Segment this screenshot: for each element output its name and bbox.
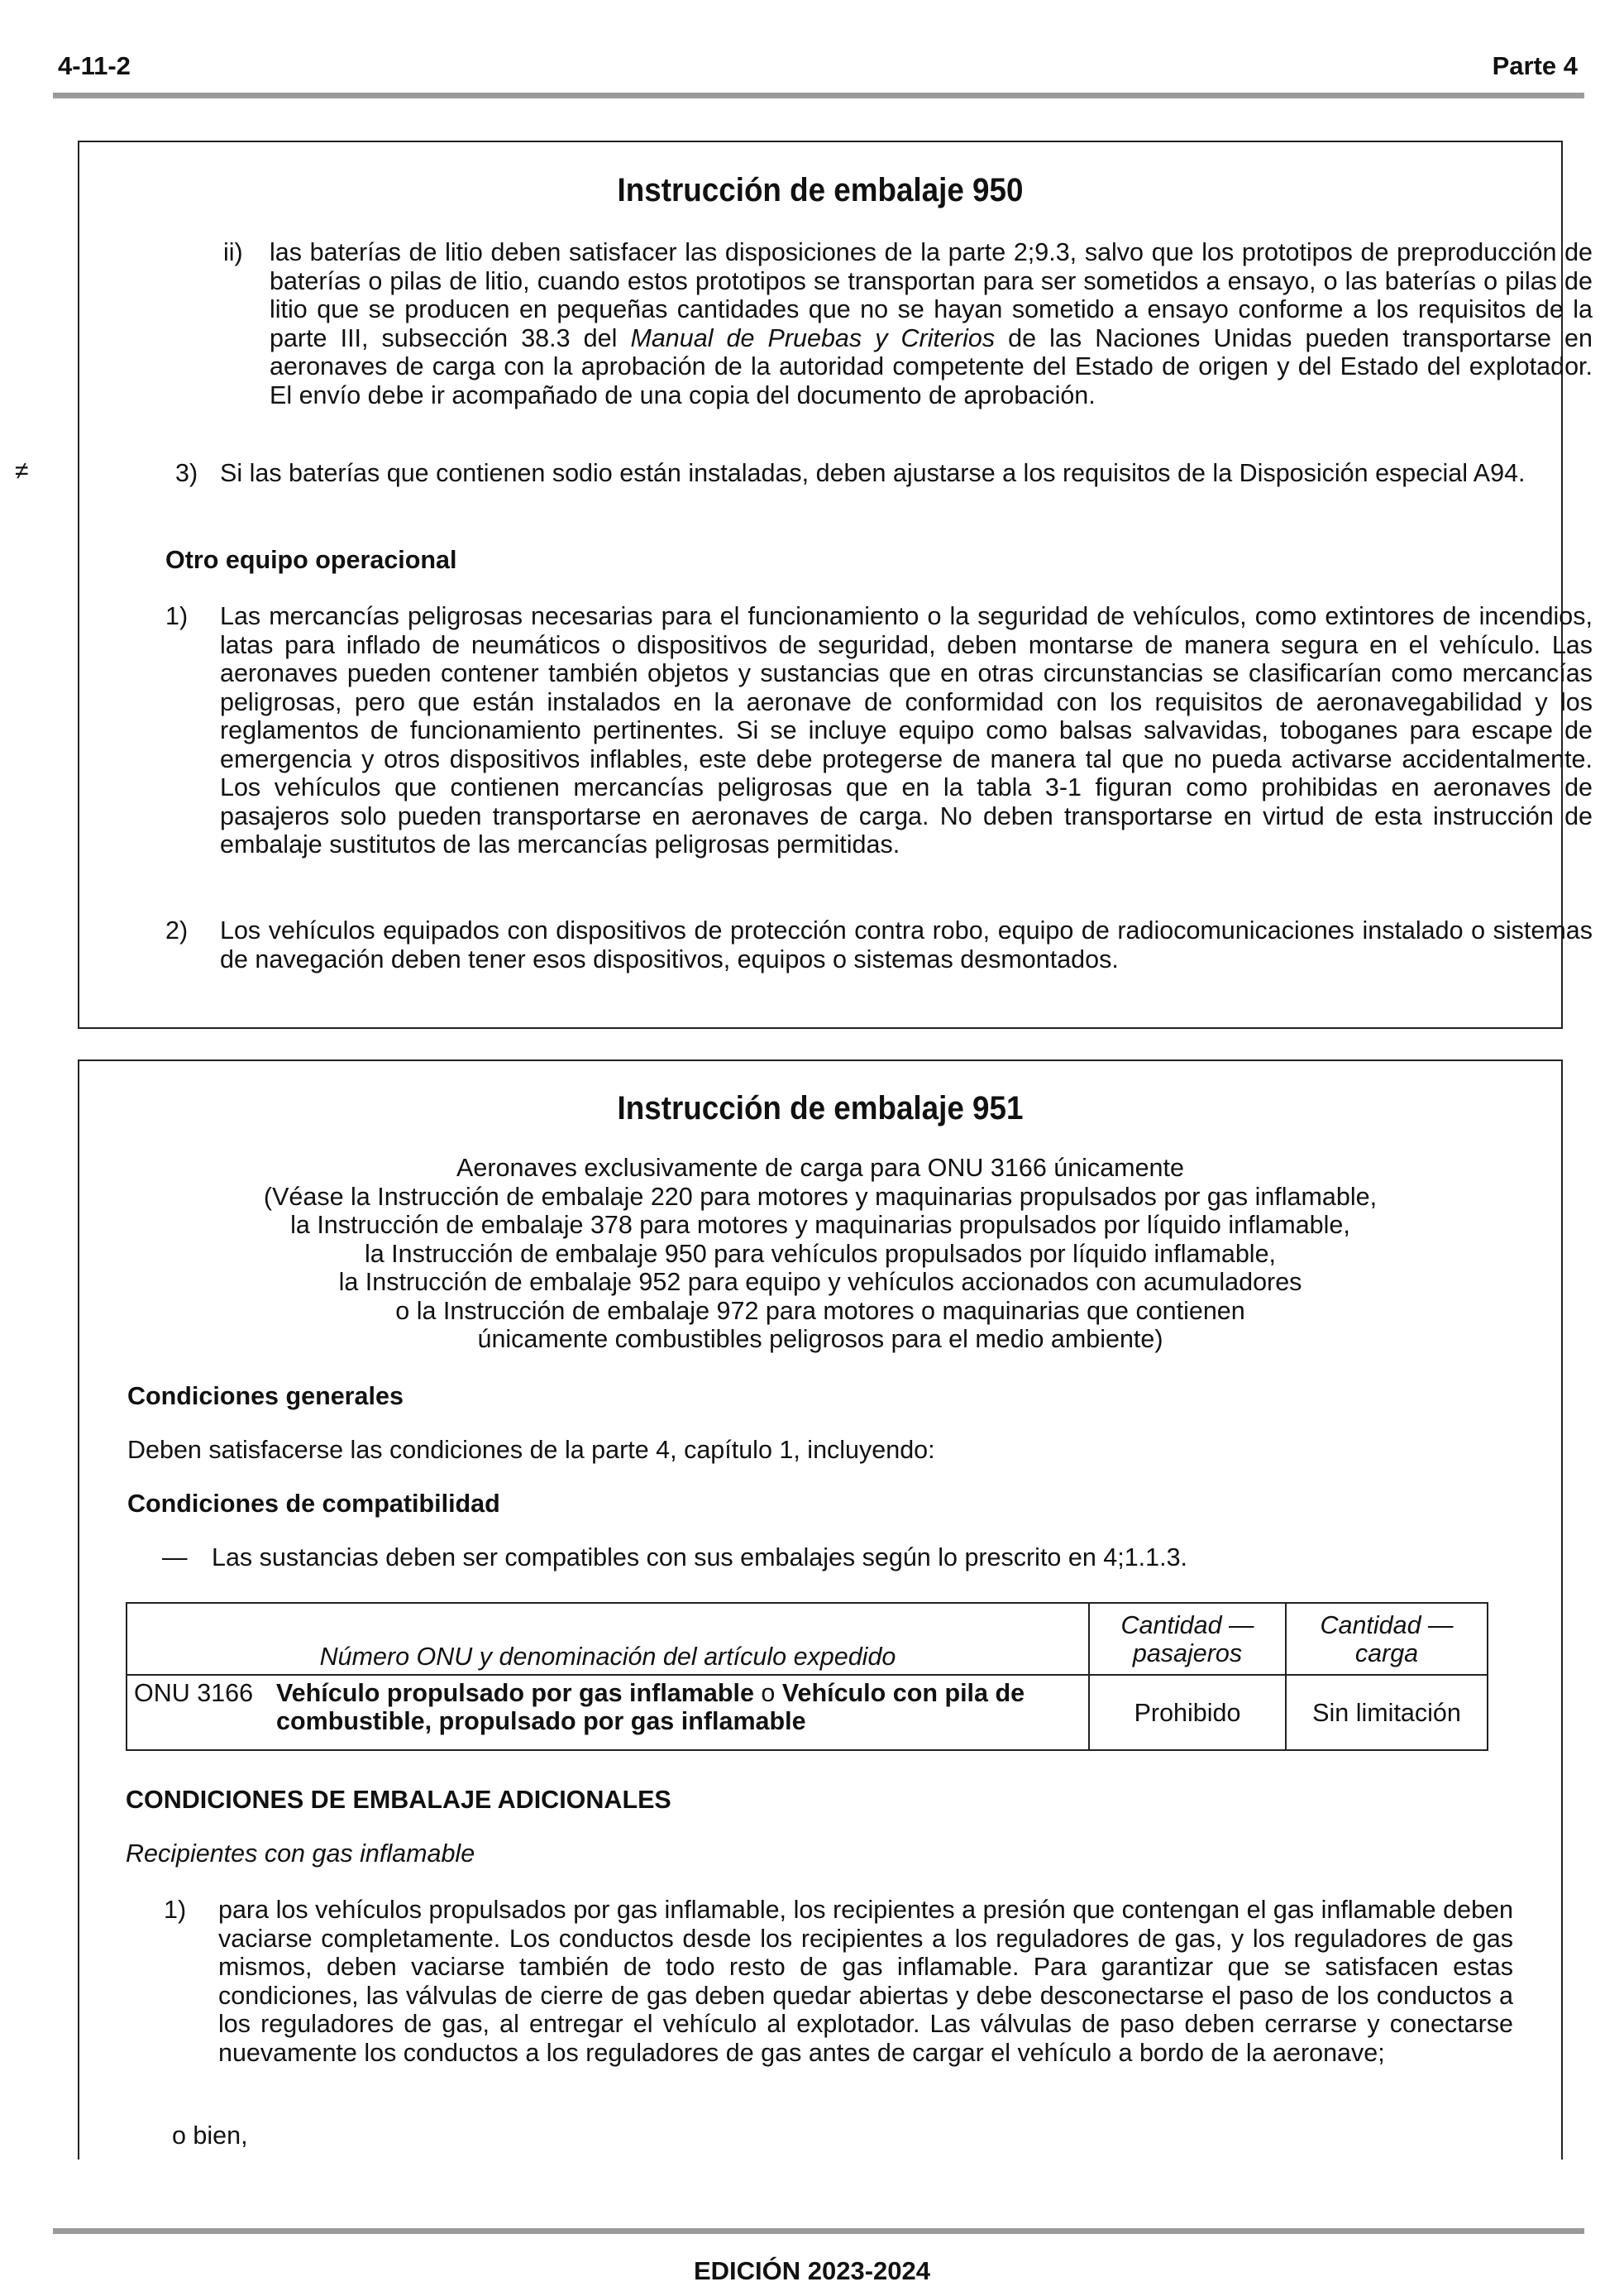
item3-label: 3) [175, 459, 198, 487]
otro1-label: 1) [165, 602, 189, 630]
quantity-table [126, 1602, 1488, 1751]
header-rule [53, 93, 1584, 98]
otro1-text: Las mercancías peligrosas necesarias para el funcionamiento o la seguridad de vehículos, como extintores de incendios, latas para inflado de neumáticos o dispositivos de seguridad, deben montarse de manera segura en el vehículo. Las aeronaves pueden contener también objetos y sustancias que en otras circunstancias se clasificarían como mercancías peligrosas, pero que están instalados en la aeronave de conformidad con los requisitos de aeronavegabilidad y los reglamentos de funcionamiento pertinentes. Si se incluye equipo como balsas salvavidas, toboganes para escape de emergencia y otros dispositivos inflables, este debe protegerse de manera tal que no pueda activarse accidentalmente. Los vehículos que contienen mercancías peligrosas que en la tabla 3-1 figuran como prohibidas en aeronaves de pasajeros solo pueden transportarse en aeronaves de carga. No deben transportarse en virtud de esta instrucción de embalaje sustitutos de las mercancías peligrosas permitidas. [220, 602, 1593, 859]
intro-line: la Instrucción de embalaje 952 para equipo y vehículos accionados con acumuladores [338, 1268, 1302, 1296]
pi951-title: Instrucción de embalaje 951 [617, 1090, 1024, 1126]
table-header-row [127, 1603, 1488, 1675]
intro-line: la Instrucción de embalaje 378 para motores y maquinarias propulsados por líquido inflamable, [290, 1211, 1350, 1239]
shipping-name-a: Vehículo propulsado por gas inflamable [276, 1679, 754, 1707]
general-heading: Condiciones generales [127, 1382, 404, 1410]
col-header-cargo: Cantidad — carga [1286, 1603, 1488, 1675]
item-ii-text-a: las baterías de litio deben satisfacer las disposiciones de la parte 2;9.3, salvo que los prototipos de preproducción de baterías o pilas de litio, cuando estos prototipos se transportan para ser sometidos a ensayo, o las baterías o pilas de litio que se producen en pequeñas cantidades que no se hayan sometido a ensayo conforme a los requisitos de la parte III, subsección 38.3 del [270, 238, 1593, 352]
item-ii-label: ii) [223, 238, 243, 266]
table-row [127, 1675, 1488, 1750]
compat-dash: — [162, 1543, 188, 1571]
item1-label: 1) [164, 1896, 187, 1924]
col-header-un: Número ONU y denominación del artículo expedido [127, 1603, 1089, 1675]
general-text: Deben satisfacerse las condiciones de la parte 4, capítulo 1, incluyendo: [127, 1436, 935, 1464]
item-ii-text [270, 238, 1593, 409]
pi950-box [78, 141, 1593, 1029]
edition-label: EDICIÓN 2023-2024 [693, 2256, 931, 2285]
col-header-passenger: Cantidad — pasajeros [1089, 1603, 1286, 1675]
shipping-name [276, 1679, 1082, 1735]
compat-heading: Condiciones de compatibilidad [127, 1490, 500, 1518]
otro2-text: Los vehículos equipados con dispositivos de protección contra robo, equipo de radiocomunicaciones instalado o sistemas de navegación deben tener esos dispositivos, equipos o sistemas desmontados. [220, 916, 1593, 973]
cargo-cell: Sin limitación [1286, 1675, 1488, 1750]
part-label: Parte 4 [1492, 51, 1578, 80]
otro2-label: 2) [165, 916, 189, 945]
pi951-intro [79, 1154, 1561, 1354]
intro-line: la Instrucción de embalaje 950 para vehículos propulsados por líquido inflamable, [364, 1239, 1277, 1268]
intro-line: o la Instrucción de embalaje 972 para motores o maquinarias que contienen [395, 1296, 1245, 1325]
shipping-name-b: Vehículo con pila de combustible, propulsado por gas inflamable [276, 1679, 1025, 1735]
intro-line: Aeronaves exclusivamente de carga para ONU 3166 únicamente [456, 1154, 1184, 1182]
item1-text: para los vehículos propulsados por gas inflamable, los recipientes a presión que contengan el gas inflamable deben vaciarse completamente. Los conductos desde los recipientes a los reguladores de gas, y los reguladores de gas mismos, deben vaciarse también de todo resto de gas inflamable. Para garantizar que se satisfacen estas condiciones, las válvulas de cierre de gas deben quedar abiertas y debe desconectarse el paso de los conductos a los reguladores de gas, al entregar el vehículo al explotador. Las válvulas de paso deben cerrarse y conectarse nuevamente los conductos a los reguladores de gas antes de cargar el vehículo a bordo de la aeronave; [218, 1896, 1513, 2067]
un-number: ONU 3166 [134, 1679, 254, 1707]
footer-rule [53, 2228, 1584, 2234]
manual-title: Manual de Pruebas y Criterios [630, 323, 996, 352]
intro-line: únicamente combustibles peligrosos para el medio ambiente) [477, 1325, 1163, 1353]
additional-heading: CONDICIONES DE EMBALAJE ADICIONALES [126, 1786, 671, 1814]
compat-text: Las sustancias deben ser compatibles con sus embalajes según lo prescrito en 4;1.1.3. [212, 1543, 1188, 1571]
un-cell [127, 1675, 1089, 1750]
pi950-title: Instrucción de embalaje 950 [617, 172, 1024, 208]
o-bien: o bien, [172, 2121, 248, 2150]
otro-heading: Otro equipo operacional [165, 546, 457, 574]
page-number: 4-11-2 [58, 51, 131, 80]
item-ii-text-b: de las Naciones Unidas pueden transportarse en aeronaves de carga con la aprobación de la autoridad competente del Estado de origen y del Estado del explotador. El envío debe ir acompañado de una copia del documento de aprobación. [270, 323, 1593, 409]
recipients-heading: Recipientes con gas inflamable [126, 1839, 475, 1868]
shipping-name-or: o [761, 1679, 776, 1707]
change-mark: ≠ [15, 457, 29, 485]
item3-text: Si las baterías que contienen sodio están instaladas, deben ajustarse a los requisitos de la Disposición especial A94. [220, 459, 1526, 487]
passenger-cell: Prohibido [1089, 1675, 1286, 1750]
intro-line: (Véase la Instrucción de embalaje 220 para motores y maquinarias propulsados por gas inflamable, [263, 1182, 1378, 1211]
